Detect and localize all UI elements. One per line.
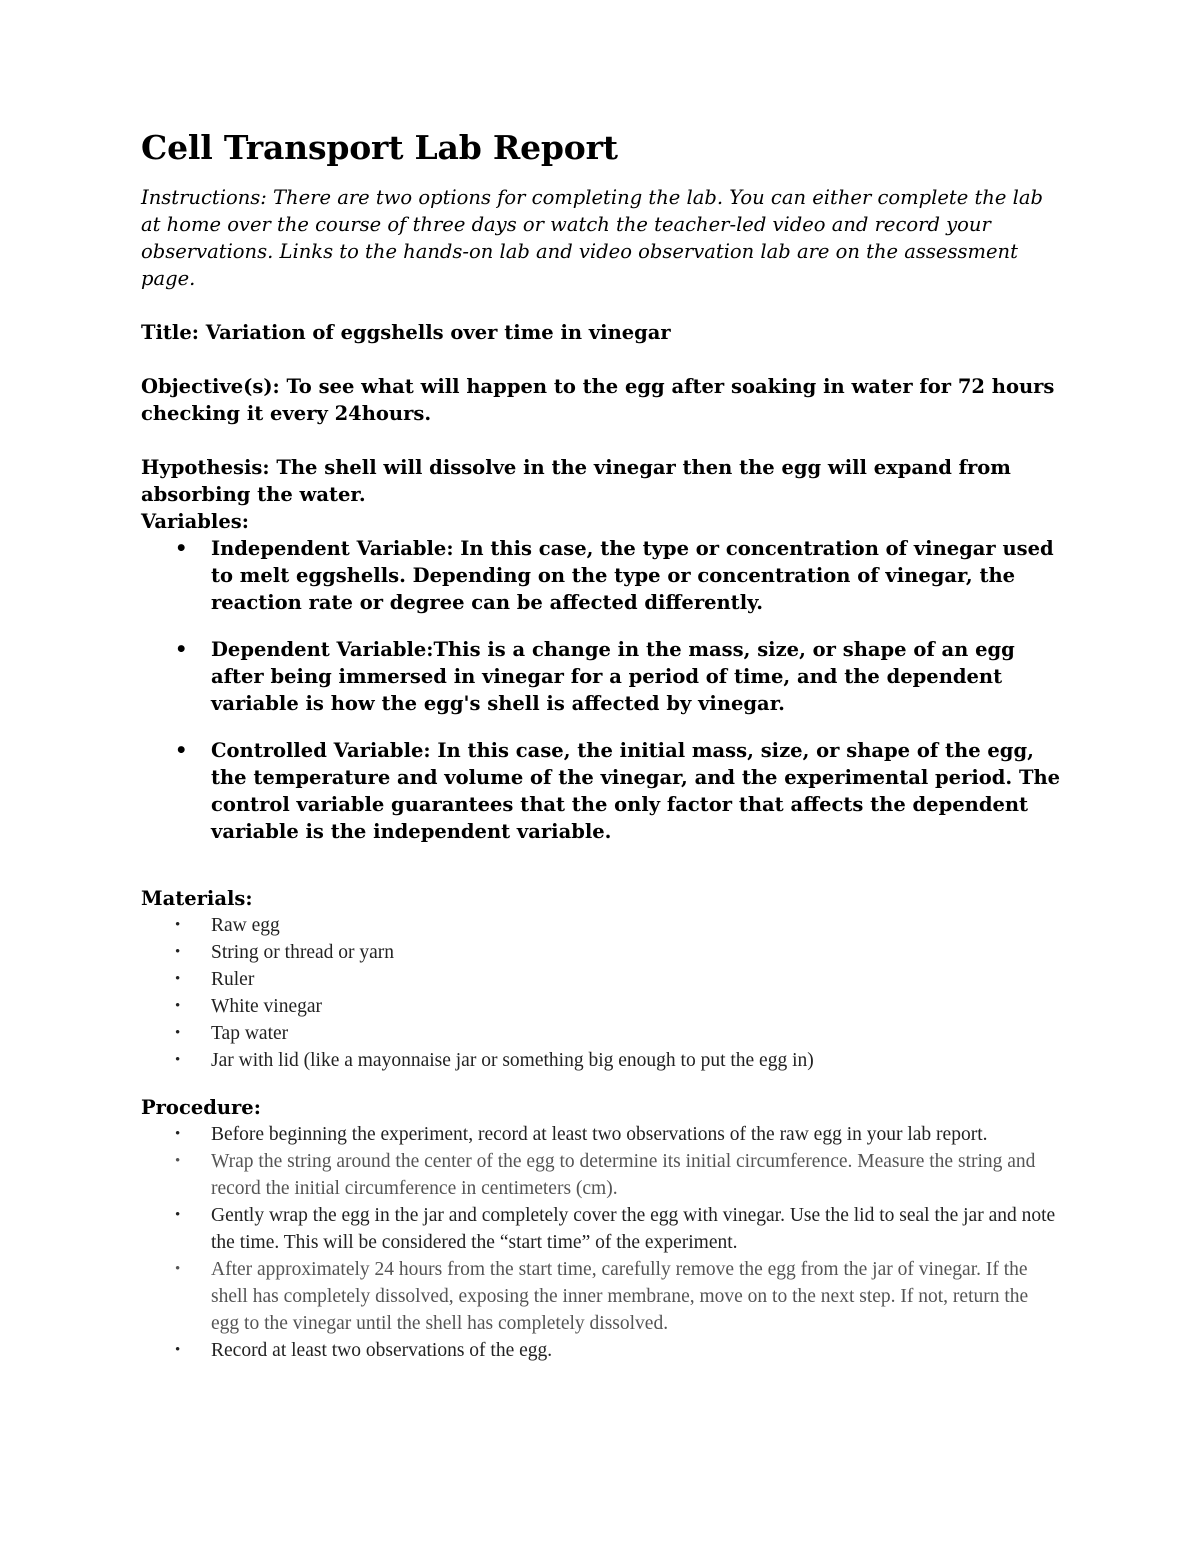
list-item [141,1121,1061,1148]
list-item [141,636,1061,717]
bullet-icon: • [175,1052,181,1068]
list-item [141,1202,1061,1256]
document-page [141,128,1061,1364]
material-text: White vinegar [211,996,322,1017]
hypothesis-text: Hypothesis: The shell will dissolve in the vinegar then the egg will expand from absorbing the water. [141,456,1011,506]
spacer [141,1074,1061,1094]
procedure-step: Gently wrap the egg in the jar and completely cover the egg with vinegar. Use the lid to seal the jar and note the time. This will be considered the “start time” of the experiment. [211,1205,1056,1253]
bullet-icon: • [175,1126,181,1142]
variable-text: Independent Variable: In this case, the type or concentration of vinegar used to melt eggshells. Depending on the type or concentration of vinegar, the reaction rate or degree can be affected differently. [211,537,1054,614]
list-item [141,535,1061,616]
variables-list [141,535,1061,845]
objective-text: Objective(s): To see what will happen to the egg after soaking in water for 72 hours checking it every 24hours. [141,375,1055,425]
procedure-heading: Procedure: [141,1096,261,1119]
material-text: String or thread or yarn [211,942,395,963]
bullet-icon: • [175,971,181,987]
spacer [141,346,1061,373]
list-item [141,993,1061,1020]
bullet-icon: • [175,739,188,762]
procedure-step: After approximately 24 hours from the start time, carefully remove the egg from the jar of vinegar. If the shell has completely dissolved, exposing the inner membrane, move on to the next step. If not, return the egg to the vinegar until the shell has completely dissolved. [211,1259,1029,1334]
list-item [141,1148,1061,1202]
bullet-icon: • [175,1153,181,1169]
bullet-icon: • [175,1342,181,1358]
materials-list [141,912,1061,1074]
spacer [141,427,1061,454]
bullet-icon: • [175,944,181,960]
bullet-icon: • [175,1261,181,1277]
list-item [141,1337,1061,1364]
procedure-step: Wrap the string around the center of the egg to determine its initial circumference. Measure the string and record the initial circumference in centimeters (cm). [211,1151,1036,1199]
spacer [141,292,1061,319]
bullet-icon: • [175,1025,181,1041]
bullet-icon: • [175,537,188,560]
instructions-text: Instructions: There are two options for completing the lab. You can either complete the lab at home over the course of three days or watch the teacher-led video and record your observations. Links to the hands-on lab and video observation lab are on the assessment page. [141,186,1043,290]
bullet-icon: • [175,638,188,661]
variable-text: Dependent Variable:This is a change in the mass, size, or shape of an egg after being immersed in vinegar for a period of time, and the dependent variable is how the egg's shell is affected by vinegar. [211,638,1015,715]
variables-heading: Variables: [141,510,249,533]
bullet-icon: • [175,917,181,933]
spacer [141,865,1061,885]
procedure-step: Before beginning the experiment, record at least two observations of the raw egg in your lab report. [211,1124,988,1145]
list-item [141,912,1061,939]
material-text: Raw egg [211,915,280,936]
list-item [141,737,1061,845]
list-item [141,1256,1061,1337]
variable-text: Controlled Variable: In this case, the initial mass, size, or shape of the egg, the temperature and volume of the vinegar, and the experimental period. The control variable guarantees that the only factor that affects the dependent variable is the independent variable. [211,739,1061,843]
list-item [141,1047,1061,1074]
material-text: Ruler [211,969,255,990]
list-item [141,1020,1061,1047]
material-text: Tap water [211,1023,289,1044]
list-item [141,966,1061,993]
bullet-icon: • [175,1207,181,1223]
material-text: Jar with lid (like a mayonnaise jar or something big enough to put the egg in) [211,1050,814,1071]
bullet-icon: • [175,998,181,1014]
procedure-list [141,1121,1061,1364]
lab-title: Title: Variation of eggshells over time in vinegar [141,321,671,344]
procedure-step: Record at least two observations of the egg. [211,1340,553,1361]
document-title: Cell Transport Lab Report [141,128,618,167]
materials-heading: Materials: [141,887,253,910]
list-item [141,939,1061,966]
